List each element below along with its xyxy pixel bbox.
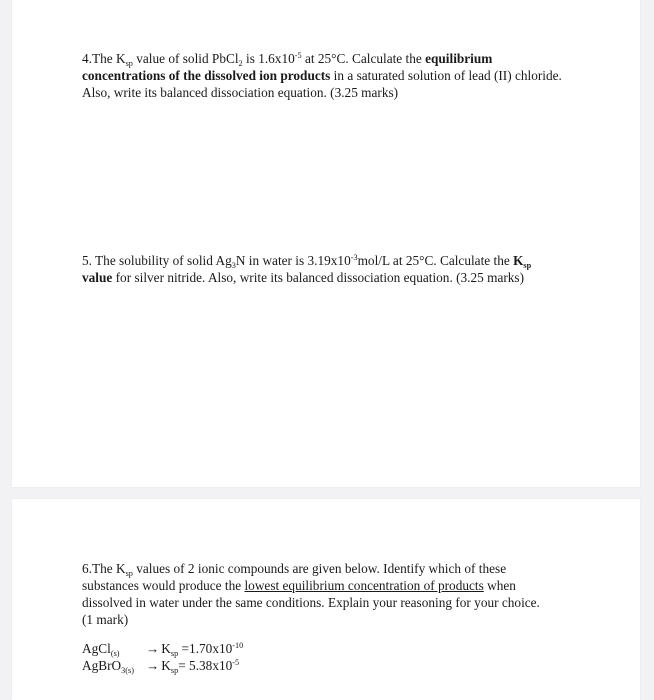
question-5 [82,252,556,286]
arrow-icon: → [146,641,160,656]
equation-agcl: AgCl$_{(s)}$ → $K_{sp} =1.70x10^{-10}$ [82,641,244,658]
equation-agbro3: AgBrO$_{3(s)}$ → $K_{sp}= 5.38x10^{-5}$ [82,658,240,675]
question-6 [82,560,554,628]
question-4 [82,50,562,101]
question-6-text: 6.The $K_{sp}$ values of 2 ionic compounds are given below. Identify which of these substances would produce the lowest equilibrium concentration of products when dissolved in water under the same conditions. Explain your reasoning for your choice. (1 mark) [82,561,540,627]
question-4-text: 4.The $K_{sp}$ value of solid PbCl$_2$ is $1.6x10^{-5}$ at 25°C. Calculate the equilibrium concentrations of the dissolved ion products in a saturated solution of lead (II) chloride. Also, write its balanced dissociation equation. (3.25 marks) [82,51,562,100]
question-5-text: 5. The solubility of solid $Ag_3N$ in water is $3.19x10^{-3}mol/L$ at 25°C. Calculate the $K_{sp}$ value for silver nitride. Also, write its balanced dissociation equation. (3.25 marks) [82,253,532,285]
arrow-icon: → [146,658,160,673]
ksp-equations [82,640,562,674]
